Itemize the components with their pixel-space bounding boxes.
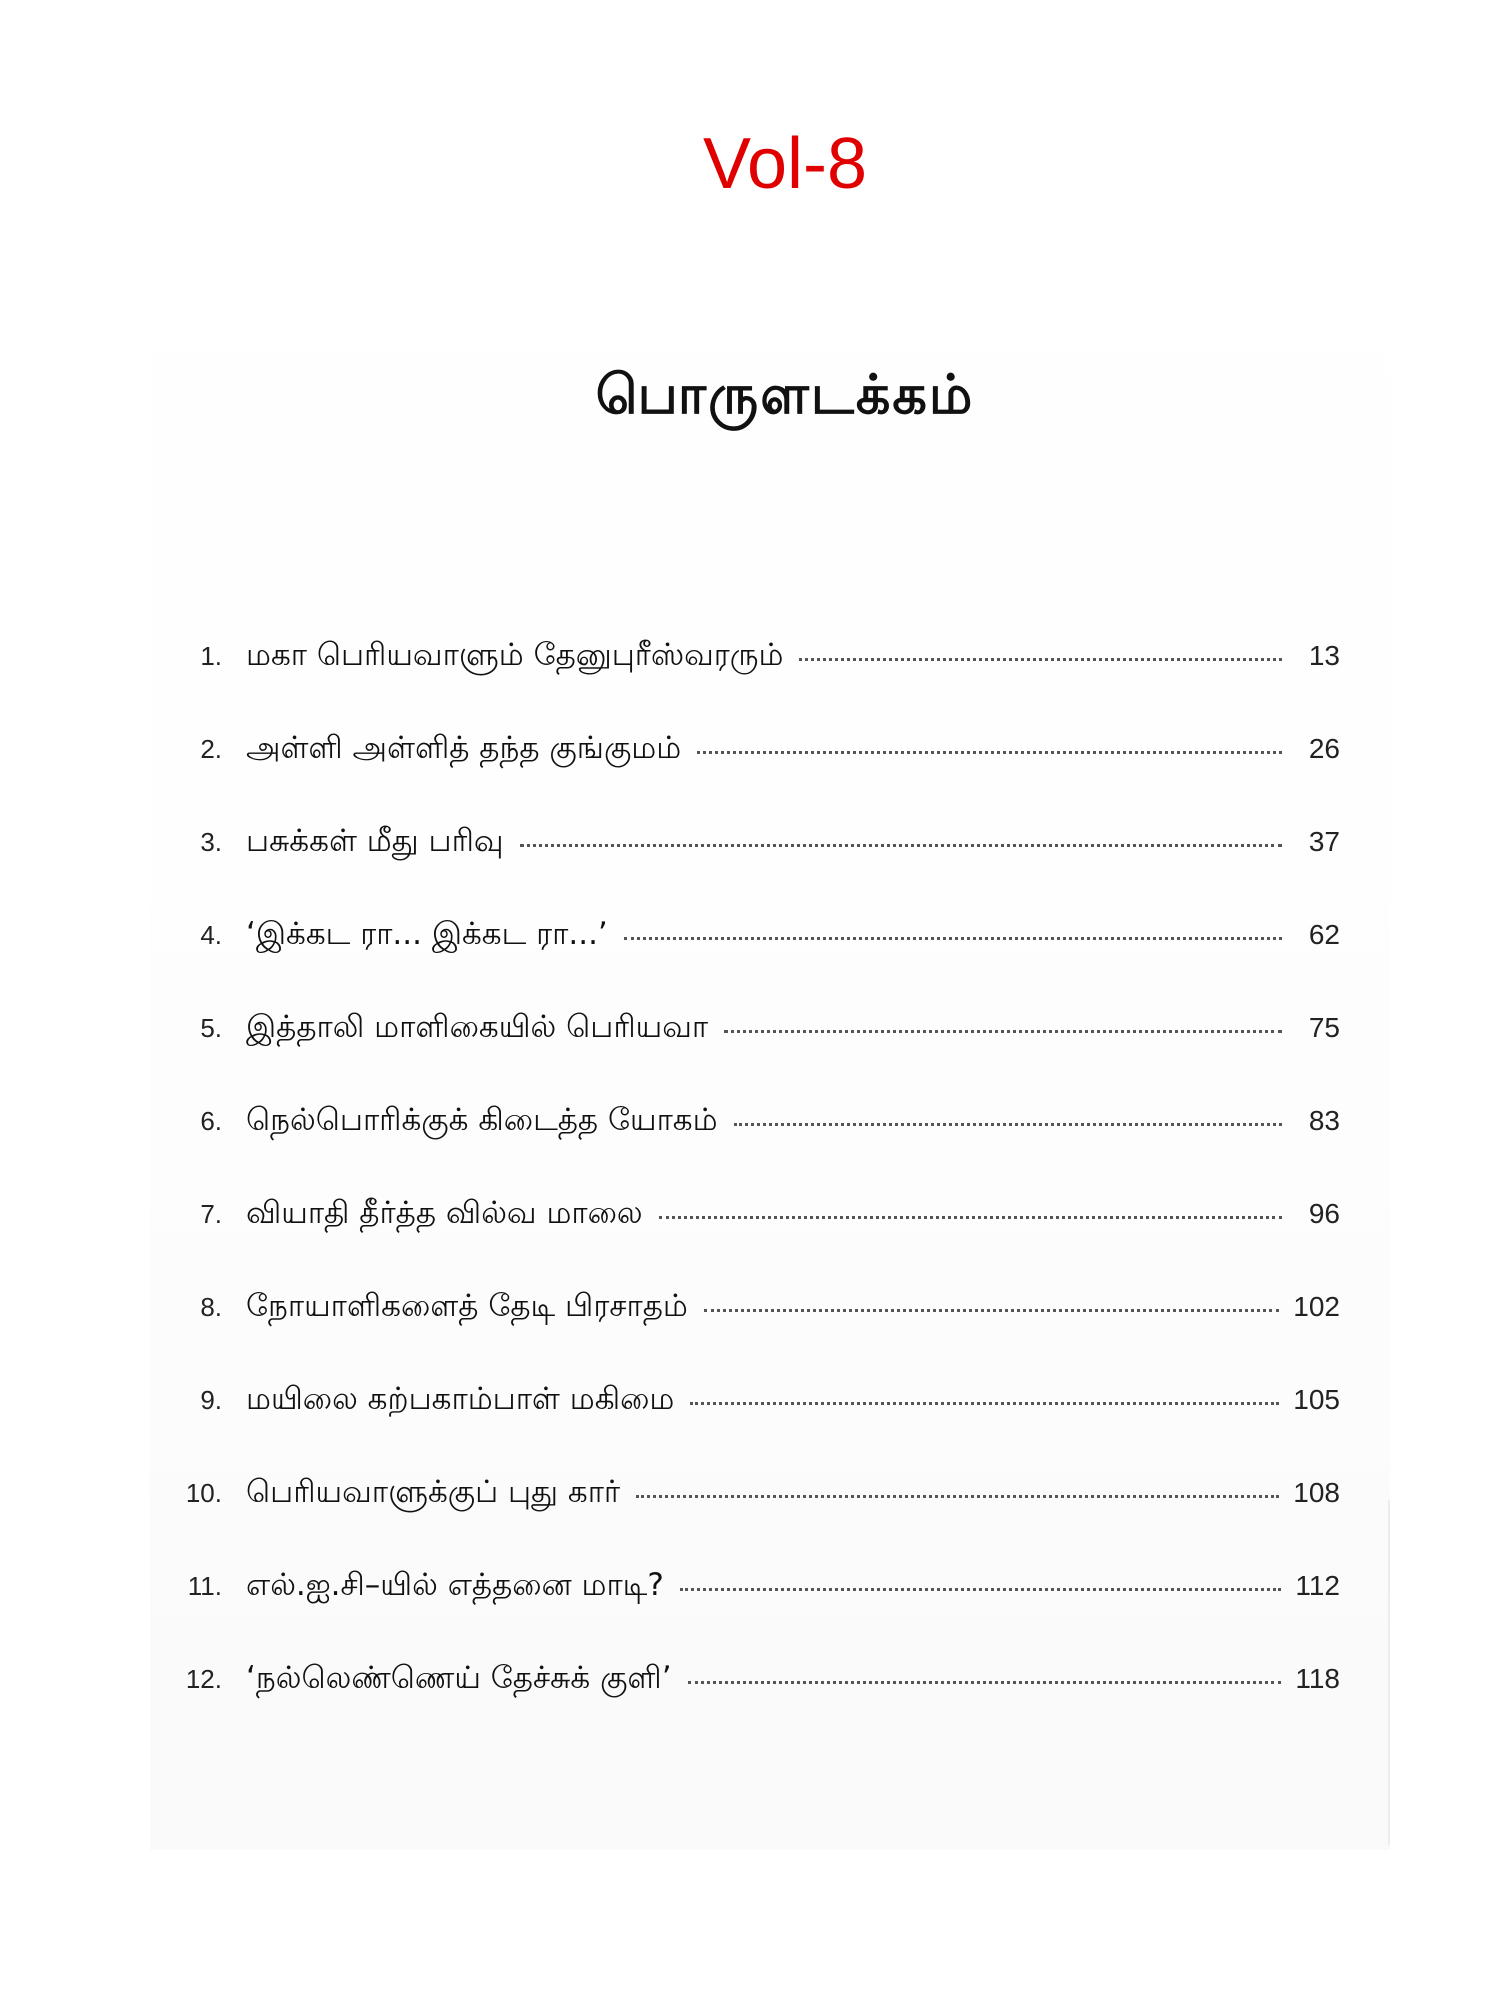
toc-entry — [150, 1474, 1340, 1570]
entry-number: 9. — [200, 1385, 222, 1415]
entry-title: மயிலை கற்பகாம்பாள் மகிமை — [246, 1381, 675, 1417]
entry-title: நோயாளிகளைத் தேடி பிரசாதம் — [246, 1288, 688, 1324]
toc-entry — [150, 823, 1340, 919]
toc-entry — [150, 1102, 1340, 1198]
dot-leader — [659, 1216, 1282, 1219]
entry-page-number: 105 — [1293, 1384, 1340, 1415]
dot-leader — [636, 1495, 1279, 1498]
table-of-contents-list — [150, 637, 1340, 1756]
entry-number: 2. — [200, 734, 222, 764]
table-of-contents-title: பொருளடக்கம் — [595, 363, 975, 426]
entry-title: பசுக்கள் மீது பரிவு — [246, 823, 504, 859]
entry-page-number: 62 — [1308, 919, 1340, 950]
entry-number: 4. — [200, 920, 222, 950]
entry-page-number: 75 — [1308, 1012, 1340, 1043]
entry-number: 3. — [200, 827, 222, 857]
dot-leader — [724, 1030, 1282, 1033]
toc-entry — [150, 1195, 1340, 1291]
entry-number: 12. — [185, 1664, 222, 1694]
entry-number: 8. — [200, 1292, 222, 1322]
entry-title: ‘இக்கட ரா... இக்கட ரா...’ — [246, 916, 608, 952]
entry-page-number: 118 — [1295, 1663, 1340, 1694]
entry-page-number: 108 — [1293, 1477, 1340, 1508]
toc-entry — [150, 1567, 1340, 1663]
dot-leader — [704, 1309, 1279, 1312]
dot-leader — [520, 844, 1282, 847]
dot-leader — [690, 1402, 1279, 1405]
entry-title: மகா பெரியவாளும் தேனுபுரீஸ்வரரும் — [246, 637, 784, 673]
entry-page-number: 37 — [1308, 826, 1340, 857]
entry-title: பெரியவாளுக்குப் புது கார் — [246, 1474, 621, 1510]
toc-entry — [150, 637, 1340, 733]
entry-title: ‘நல்லெண்ணெய் தேச்சுக் குளி’ — [246, 1660, 672, 1696]
volume-label: Vol-8 — [702, 124, 868, 204]
entry-title: அள்ளி அள்ளித் தந்த குங்குமம் — [246, 730, 682, 766]
entry-number: 11. — [187, 1571, 222, 1601]
entry-title: எல்.ஐ.சி–யில் எத்தனை மாடி? — [246, 1567, 664, 1603]
entry-title: நெல்பொரிக்குக் கிடைத்த யோகம் — [246, 1102, 718, 1138]
entry-number: 10. — [185, 1478, 222, 1508]
toc-entry — [150, 1009, 1340, 1105]
toc-entry — [150, 1288, 1340, 1384]
toc-entry — [150, 730, 1340, 826]
entry-page-number: 13 — [1308, 640, 1340, 671]
entry-page-number: 96 — [1308, 1198, 1340, 1229]
entry-number: 5. — [200, 1013, 222, 1043]
entry-title: இத்தாலி மாளிகையில் பெரியவா — [246, 1009, 709, 1045]
entry-page-number: 26 — [1308, 733, 1340, 764]
entry-page-number: 112 — [1295, 1570, 1340, 1601]
dot-leader — [697, 751, 1282, 754]
toc-entry — [150, 1381, 1340, 1477]
dot-leader — [688, 1681, 1282, 1684]
entry-title: வியாதி தீர்த்த வில்வ மாலை — [246, 1195, 643, 1231]
dot-leader — [680, 1588, 1282, 1591]
dot-leader — [734, 1123, 1282, 1126]
entry-number: 1. — [200, 641, 222, 671]
entry-number: 6. — [200, 1106, 222, 1136]
dot-leader — [799, 658, 1282, 661]
dot-leader — [624, 937, 1282, 940]
scan-edge-shadow — [1388, 1500, 1390, 1845]
toc-entry — [150, 916, 1340, 1012]
entry-page-number: 83 — [1308, 1105, 1340, 1136]
toc-entry — [150, 1660, 1340, 1756]
entry-number: 7. — [200, 1199, 222, 1229]
entry-page-number: 102 — [1293, 1291, 1340, 1322]
